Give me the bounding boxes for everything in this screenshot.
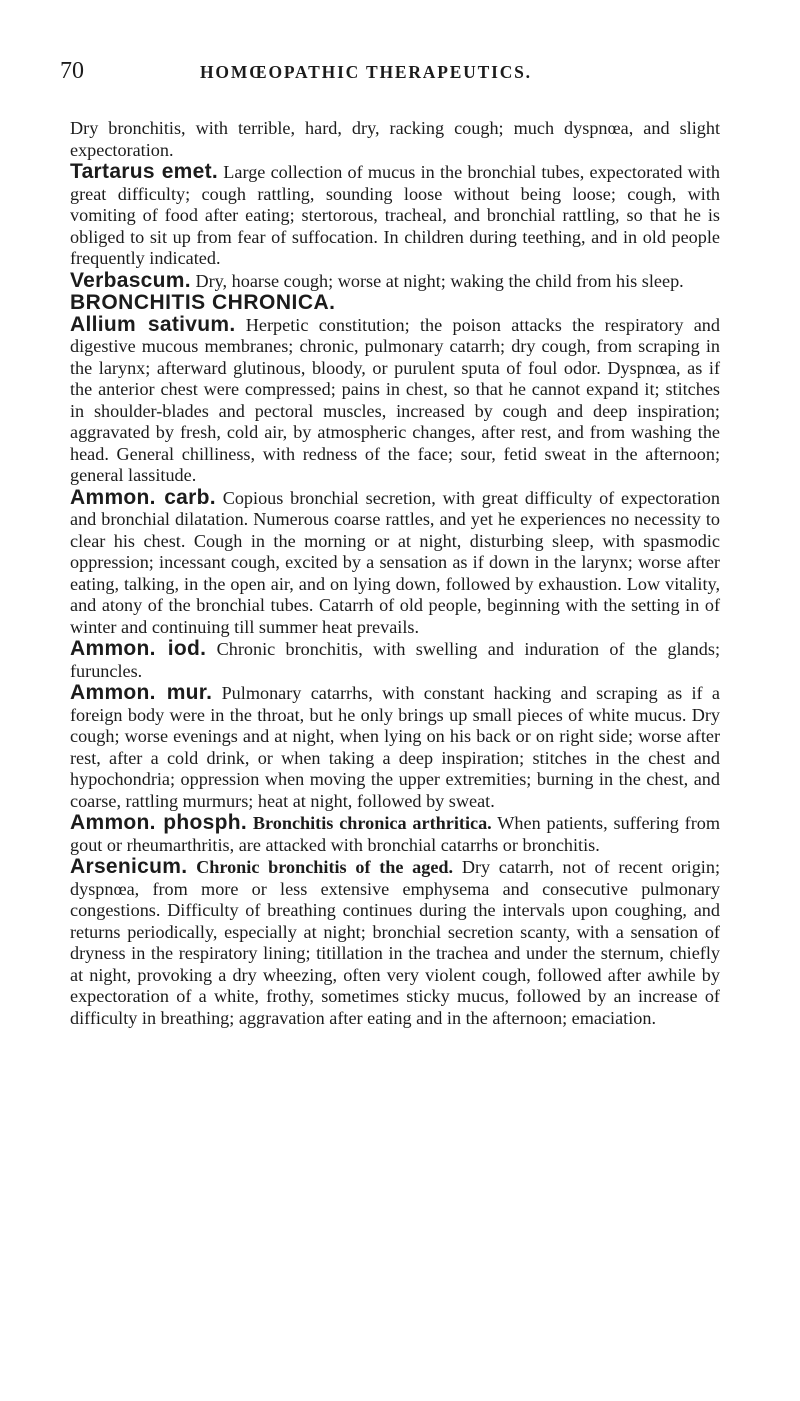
remedy-name: Ammon. carb. — [70, 485, 216, 509]
paragraph-tartarus-emet — [70, 161, 720, 270]
paragraph-text: Pulmonary catarrhs, with constant hacking and scraping as if a foreign body were in the throat, but he only brings up small pieces of white mucus. Dry cough; worse evenings and at night, when lying on his back or on right side; worse after rest, after a cold drink, or when taking a deep inspiration; stitches in the chest and hypochondria; oppression when moving the upper extremities; burning in the chest, and coarse, rattling murmurs; heat at night, followed by sweat. — [70, 683, 720, 811]
paragraph-ammon-iod — [70, 638, 720, 682]
remedy-name: Verbascum. — [70, 268, 191, 292]
remedy-name: Ammon. iod. — [70, 637, 207, 660]
paragraph-text: Dry catarrh, not of recent origin; dyspnœa, from more or less extensive emphysema and consecutive pulmonary congestions. Difficulty of breathing continues during the intervals upon coughing, and returns periodically, especially at night; bronchial secretion scanty, with a sensation of dryness in the respiratory lining; titillation in the trachea and under the sternum, chiefly at night, provoking a dry wheezing, often very violent cough, followed after awhile by expectoration of a white, frothy, sometimes sticky mucus, followed by an increase of difficulty in breathing; aggravation after eating and in the afternoon; emaciation. — [70, 857, 721, 1028]
paragraph-text: Chronic bronchitis, with swelling and induration of the glands; furuncles. — [70, 639, 721, 681]
remedy-name: Ammon. mur. — [70, 681, 213, 704]
remedy-name: Tartarus emet. — [70, 160, 219, 183]
paragraph-text: Dry bronchitis, with terrible, hard, dry, racking cough; much dyspnœa, and slight expectoration. — [70, 118, 720, 160]
remedy-name: Allium sativum. — [70, 312, 236, 336]
page-number: 70 — [60, 58, 84, 84]
paragraph-text: Copious bronchial secretion, with great difficulty of expectoration and bronchial dilatation. Numerous coarse rattles, and yet he experiences no necessity to clear his chest. Cough in the morning or at night, disturbing sleep, with spasmodic oppression; incessant cough, excited by a sensation as if down in the larynx; worse after eating, talking, in the open air, and on lying down, followed by exhaustion. Low vitality, and atony of the bronchial tubes. Catarrh of old people, beginning with the setting in of winter and continuing till summer heat prevails. — [70, 487, 720, 637]
paragraph-allium-sativum — [70, 314, 720, 487]
paragraph-text: When patients, suffering from gout or rheumarthritis, are attacked with bronchial catarrhs or bronchitis. — [70, 813, 721, 855]
paragraph-text: Large collection of mucus in the bronchial tubes, expectorated with great difficulty; cough rattling, sounding loose without being loose; cough, with vomiting of food after eating; stertorous, tracheal, and bronchial rattling, so that he is obliged to sit up from fear of suffocation. In children during teething, and in old people frequently indicated. — [70, 162, 720, 268]
paragraph-verbascum — [70, 270, 720, 293]
running-head — [60, 58, 740, 88]
paragraph-bold-lead: Bronchitis chronica arthritica. — [252, 813, 492, 833]
paragraph-text: Herpetic constitution; the poison attacks the respiratory and digestive mucous membranes; chronic, pulmonary catarrh; dry cough, from scraping in the larynx; afterward glutinous, bloody, or purulent sputa of foul odor. Dyspnœa, as if the anterior chest were compressed; pains in chest, so that he cannot expand it; stitches in shoulder-blades and pectoral muscles, increased by cough and deep inspiration; aggravated by fresh, cold air, by atmospheric changes, after rest, and from washing the head. General chilliness, with redness of the face; sour, fetid sweat in the afternoon; general lassitude. — [70, 314, 720, 485]
paragraph-arsenicum — [70, 856, 720, 1029]
paragraph-ammon-mur — [70, 682, 720, 812]
section-heading: BRONCHITIS CHRONICA. — [70, 291, 336, 314]
remedy-name: Ammon. phosph. — [70, 811, 247, 834]
paragraph-ammon-carb — [70, 487, 720, 639]
paragraph-text: Dry, hoarse cough; worse at night; waking the child from his sleep. — [195, 270, 684, 291]
remedy-name: Arsenicum. — [70, 855, 188, 878]
paragraph-bold-lead: Chronic bronchitis of the aged. — [196, 857, 454, 877]
paragraph-ammon-phosph — [70, 812, 720, 856]
paragraph-dry-bronchitis — [70, 118, 720, 161]
running-title: HOMŒOPATHIC THERAPEUTICS. — [200, 62, 532, 82]
body-text — [70, 118, 720, 1029]
